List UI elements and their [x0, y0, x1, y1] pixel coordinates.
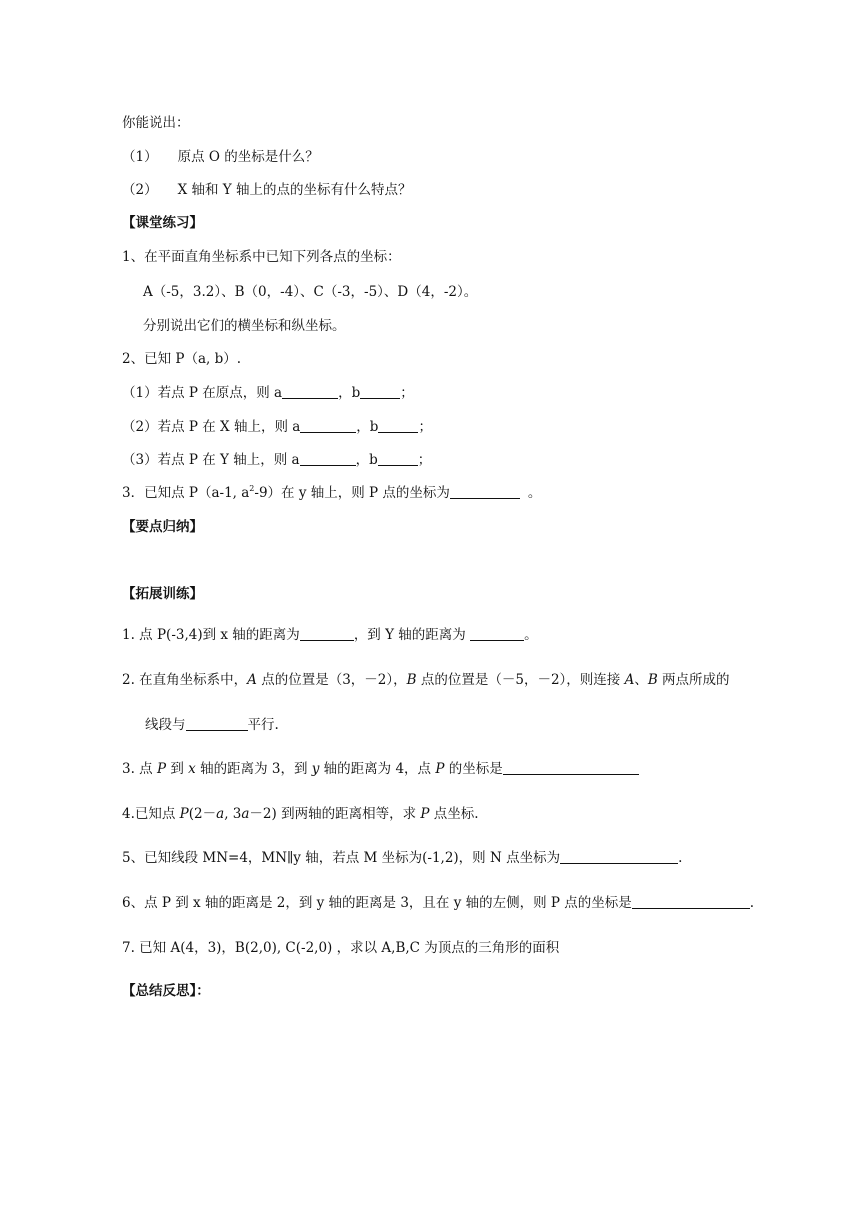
- e2-text: 点的位置是（－5，－2），则连接: [416, 672, 625, 688]
- item2-line2-text: （2）若点 P 在 X 轴上，则 a: [122, 419, 301, 435]
- item2-line3-text: （3）若点 P 在 Y 轴上，则 a: [122, 452, 300, 468]
- point-b-label: B: [406, 672, 417, 688]
- point-a-label: A: [247, 672, 257, 688]
- q2-number: （2）: [122, 182, 158, 198]
- extension-heading: 【拓展训练】: [122, 586, 203, 602]
- q1-number: （1）: [122, 149, 158, 165]
- practice-item1-title: 1、在平面直角坐标系中已知下列各点的坐标：: [122, 249, 401, 265]
- answer-blank[interactable]: [360, 384, 400, 399]
- answer-blank[interactable]: [300, 418, 356, 433]
- x-variable: x: [188, 761, 196, 777]
- y-variable: y: [311, 761, 320, 777]
- answer-blank[interactable]: [470, 626, 524, 641]
- e2-text: 点的位置是（3，－2），: [256, 672, 407, 688]
- e6-end: .: [749, 895, 755, 911]
- a-variable: a: [216, 806, 225, 822]
- item2-line1-text: （1）若点 P 在原点，则 a: [122, 385, 283, 401]
- extension-item1: [122, 626, 538, 644]
- semicolon: ；: [417, 452, 432, 468]
- extension-item2: [122, 671, 730, 689]
- practice-heading: 【课堂练习】: [122, 215, 203, 231]
- e4-text: －2) 到两轴的距离相等，求: [249, 806, 421, 822]
- intro-q1: [122, 148, 319, 166]
- summary-heading: 【要点归纳】: [122, 519, 203, 535]
- item2-line1-b: ，b: [338, 385, 361, 401]
- point-p-label: P: [435, 761, 445, 777]
- point-p-label: P: [156, 761, 167, 777]
- e2-line2-text: 线段与: [145, 717, 186, 733]
- item2-line3-b: ，b: [355, 452, 378, 468]
- item3-superscript: 2: [249, 484, 255, 493]
- e4-text: (2－: [188, 806, 217, 822]
- e1-end: 。: [524, 627, 538, 643]
- answer-blank[interactable]: [300, 451, 356, 466]
- q2-text: X 轴和 Y 轴上的点的坐标有什么特点？: [177, 182, 412, 198]
- semicolon: ；: [418, 419, 432, 435]
- e5-text: 5、已知线段 MN=4，MN∥y 轴，若点 M 坐标为(-1,2)，则 N 点坐标为: [122, 850, 561, 866]
- q1-text: 原点 O 的坐标是什么？: [177, 149, 319, 165]
- e2-text: 2. 在直角坐标系中，: [122, 672, 248, 688]
- item2-line2-b: ，b: [356, 419, 379, 435]
- e6-text: 6、点 P 到 x 轴的距离是 2，到 y 轴的距离是 3，且在 y 轴的左侧，则 P 点的坐标是: [122, 895, 632, 911]
- answer-blank[interactable]: [503, 760, 639, 775]
- semicolon: ；: [400, 385, 414, 401]
- reflection-heading: 【总结反思】：: [122, 983, 210, 999]
- intro-q2: [122, 181, 412, 199]
- e3-text: 3. 点: [122, 761, 157, 777]
- e5-end: .: [678, 850, 683, 866]
- e4-text: 4.已知点: [122, 806, 180, 822]
- item3-mid: -9）在 y 轴上，则 P 点的坐标为: [254, 485, 450, 501]
- a-variable: a: [241, 806, 250, 822]
- extension-item3: [122, 760, 639, 778]
- extension-item4: [122, 805, 479, 823]
- item3-pre: 3．已知点 P（a-1, a: [122, 485, 250, 501]
- answer-blank[interactable]: [560, 849, 678, 864]
- e3-text: 轴的距离为 4，点: [319, 761, 436, 777]
- practice-item3: [122, 484, 541, 502]
- e2-text: 两点所成的: [657, 672, 730, 688]
- practice-item1-task: 分别说出它们的横坐标和纵坐标。: [143, 318, 346, 334]
- practice-item2-line3: [122, 451, 431, 469]
- answer-blank[interactable]: [378, 451, 418, 466]
- e2-text: 、: [634, 672, 648, 688]
- extension-item2-line2: [145, 716, 279, 734]
- point-b-label: B: [647, 672, 658, 688]
- answer-blank[interactable]: [450, 484, 520, 499]
- practice-item2-line1: [122, 384, 414, 402]
- answer-blank[interactable]: [632, 894, 750, 909]
- e2-line2-end: 平行.: [247, 717, 279, 733]
- point-p-label: P: [179, 806, 189, 822]
- answer-blank[interactable]: [186, 716, 248, 731]
- answer-blank[interactable]: [300, 626, 354, 641]
- extension-item6: [122, 894, 754, 912]
- extension-item7: 7. 已知 A(4，3)，B(2,0), C(-2,0) ，求以 A,B,C 为顶点的三角形的面积: [122, 940, 560, 956]
- point-p-label: P: [420, 806, 430, 822]
- e3-text: 的坐标是: [444, 761, 503, 777]
- e4-text: 点坐标.: [429, 806, 479, 822]
- e1-pre: 1. 点 P(-3,4)到 x 轴的距离为: [122, 627, 300, 643]
- practice-item2-title: 2、已知 P（a, b）.: [122, 351, 242, 367]
- extension-item5: [122, 849, 682, 867]
- answer-blank[interactable]: [282, 384, 338, 399]
- intro-question: 你能说出：: [122, 115, 190, 131]
- e3-text: 到: [166, 761, 189, 777]
- item3-end: 。: [527, 485, 542, 501]
- e1-mid: ，到 Y 轴的距离为: [353, 627, 471, 643]
- point-a-label: A: [624, 672, 635, 688]
- practice-item1-points: A（-5，3.2）、B（0，-4）、C（-3，-5）、D（4，-2）。: [143, 284, 478, 300]
- practice-item2-line2: [122, 418, 432, 436]
- answer-blank[interactable]: [378, 418, 418, 433]
- e4-text: , 3: [224, 806, 242, 822]
- e3-text: 轴的距离为 3，到: [195, 761, 312, 777]
